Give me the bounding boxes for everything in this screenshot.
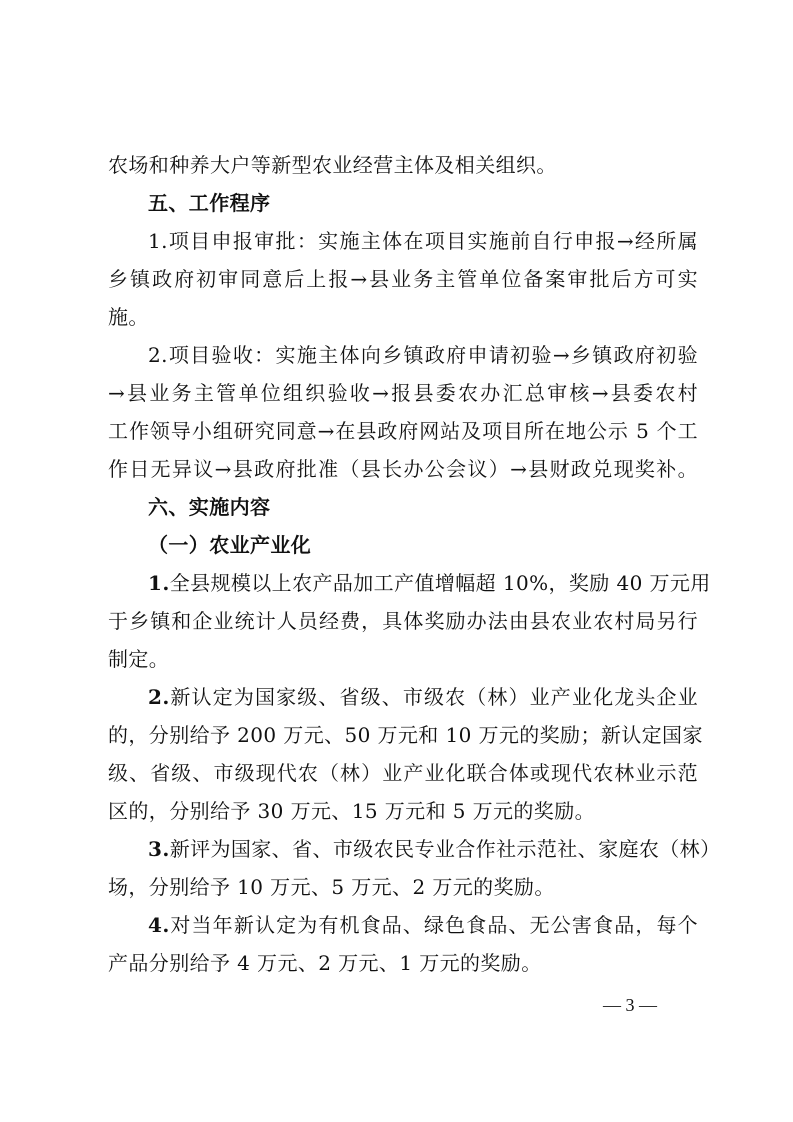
paragraph-line	[148, 911, 698, 939]
section-heading-work-procedure: 五、工作程序	[148, 191, 271, 215]
paragraph-line	[148, 835, 721, 863]
section-heading-implementation: 六、实施内容	[148, 495, 271, 519]
item-text: 全县规模以上农产品加工产值增幅超 10%，奖励 40 万元用	[169, 571, 711, 595]
paragraph-line: 农场和种养大户等新型农业经营主体及相关组织。	[108, 153, 557, 177]
paragraph-line: 级、省级、市级现代农（林）业产业化联合体或现代农林业示范	[108, 761, 698, 785]
paragraph-line: 工作领导小组研究同意→在县政府网站及项目所在地公示 5 个工	[108, 419, 698, 443]
page-number: — 3 —	[603, 995, 657, 1015]
paragraph-line: 制定。	[108, 647, 170, 671]
paragraph-line	[148, 569, 711, 597]
paragraph-line	[148, 683, 698, 711]
paragraph-line: 的，分别给予 200 万元、50 万元和 10 万元的奖励；新认定国家	[108, 723, 703, 747]
item-text: 新评为国家、省、市级农民专业合作社示范社、家庭农（林）	[169, 837, 721, 861]
item-number: 2.	[148, 685, 170, 709]
paragraph-line: 2.项目验收：实施主体向乡镇政府申请初验→乡镇政府初验	[148, 343, 698, 367]
paragraph-line: 产品分别给予 4 万元、2 万元、1 万元的奖励。	[108, 951, 542, 975]
item-number: 3.	[148, 837, 170, 861]
paragraph-line: 场，分别给予 10 万元、5 万元、2 万元的奖励。	[108, 875, 555, 899]
item-text: 对当年新认定为有机食品、绿色食品、无公害食品，每个	[169, 913, 698, 937]
item-number: 1.	[148, 571, 170, 595]
paragraph-line: 乡镇政府初审同意后上报→县业务主管单位备案审批后方可实	[108, 267, 698, 291]
paragraph-line: 1.项目申报审批：实施主体在项目实施前自行申报→经所属	[148, 229, 698, 253]
paragraph-line: 于乡镇和企业统计人员经费，具体奖励办法由县农业农村局另行	[108, 609, 698, 633]
subsection-heading-industrialization: （一）农业产业化	[148, 533, 312, 557]
item-text: 新认定为国家级、省级、市级农（林）业产业化龙头企业	[169, 685, 698, 709]
paragraph-line: 施。	[108, 305, 149, 329]
paragraph-line: →县业务主管单位组织验收→报县委农办汇总审核→县委农村	[108, 381, 698, 405]
paragraph-line: 作日无异议→县政府批准（县长办公会议）→县财政兑现奖补。	[108, 457, 698, 481]
item-number: 4.	[148, 913, 170, 937]
paragraph-line: 区的，分别给予 30 万元、15 万元和 5 万元的奖励。	[108, 799, 596, 823]
